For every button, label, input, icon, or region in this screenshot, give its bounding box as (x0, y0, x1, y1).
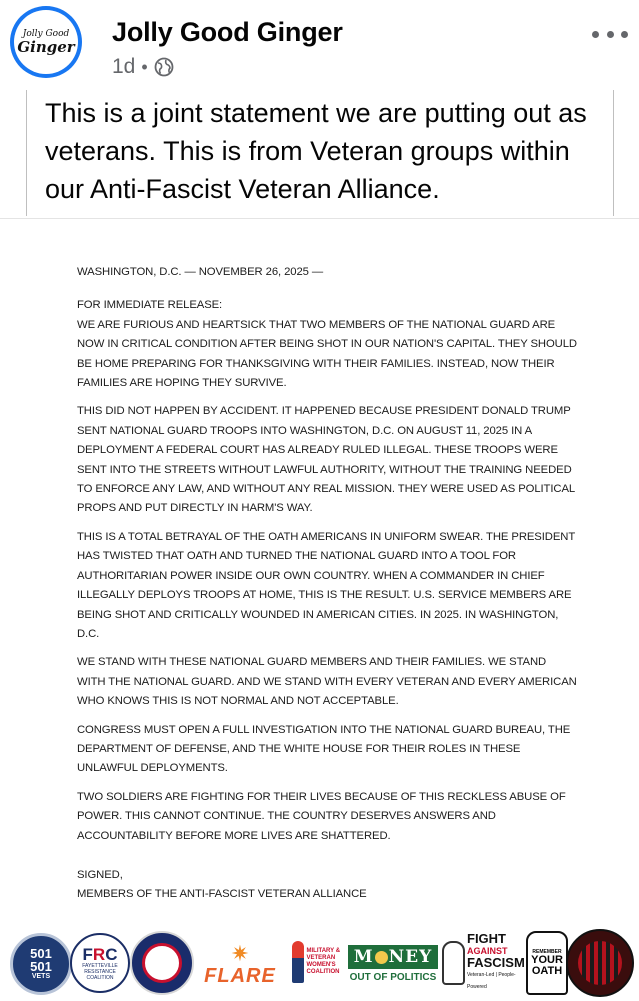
logo-flare-text: FLARE (204, 965, 276, 987)
statement-paragraph: THIS DID NOT HAPPEN BY ACCIDENT. IT HAPPENED BECAUSE PRESIDENT DONALD TRUMP SENT NATIONAL GUARD TROOPS INTO WASHINGTON, D.C. ON AUGUST 11, 2025 IN A DEPLOYMENT A FEDERAL COURT HAS ALREADY RULED ILLEGAL. THESE TROOPS WERE SENT INTO THE STREETS WITHOUT LAWFUL AUTHORITY, WITHOUT THE TRAINING NEEDED TO ENFORCE ANY LAW, AND WITHOUT ANY REAL MISSION. THEY WERE USED AS POLITICAL PROPS AND PUT DIRECTLY IN HARM'S WAY. (77, 405, 575, 515)
more-dot (607, 31, 614, 38)
avatar-logo (14, 10, 78, 74)
logo-501-a: 501 (30, 946, 52, 961)
statement-text (77, 263, 577, 914)
statement-signed-label: SIGNED, (77, 868, 123, 881)
statement-paragraph: FOR IMMEDIATE RELEASE: WE ARE FURIOUS AND HEARTSICK THAT TWO MEMBERS OF THE NATIONAL GUARD ARE NOW IN CRITICAL CONDITION AFTER BEING SHOT IN OUR NATION'S CAPITAL. THEY SHOULD BE HOME PREPARING FOR THANKSGIVING WITH THEIR FAMILIES. INSTEAD, NOW THEIR FAMILIES ARE HOPING THEY SURVIVE. (77, 299, 577, 390)
logo-money-out-of-politics (346, 937, 440, 991)
logo-flare (192, 935, 288, 993)
logo-circle-badge-inner (578, 941, 622, 985)
avatar[interactable] (10, 6, 82, 78)
logo-mvwc-text: MILITARY & VETERAN WOMEN'S COALITION (306, 948, 341, 975)
logo-seal (130, 931, 194, 995)
logo-money-top (348, 945, 438, 969)
statement-paragraph: CONGRESS MUST OPEN A FULL INVESTIGATION INTO THE NATIONAL GUARD BUREAU, THE DEPARTMENT OF DEFENSE, AND THE WHITE HOUSE FOR THEIR ROLES IN THESE UNLAWFUL DEPLOYMENTS. (77, 723, 571, 775)
logo-frc-c: C (105, 944, 118, 964)
torch-icon (292, 941, 304, 983)
logo-frc-letters (83, 946, 118, 963)
logo-strip (6, 927, 634, 997)
logo-seal-inner (142, 943, 182, 983)
more-dot (621, 31, 628, 38)
avatar-text-top: Jolly Good (22, 28, 70, 39)
logo-fight-sub: Veteran-Led | People-Powered (467, 972, 516, 990)
post-header (0, 0, 639, 92)
logo-oath-c: OATH (531, 965, 563, 977)
meta-separator: • (141, 56, 148, 77)
logo-fight-b: AGAINST (467, 946, 508, 956)
statement-paragraph: TWO SOLDIERS ARE FIGHTING FOR THEIR LIVES BECAUSE OF THIS RECKLESS ABUSE OF POWER. THIS CANNOT CONTINUE. THE COUNTRY DESERVES ANSWERS AND ACCOUNTABILITY BEFORE MORE LIVES ARE SHATTERED. (77, 790, 566, 842)
statement-dateline: WASHINGTON, D.C. — NOVEMBER 26, 2025 — (77, 266, 324, 278)
more-dots-icon[interactable] (592, 24, 628, 44)
more-dot (592, 31, 599, 38)
logo-501-c: VETS (31, 973, 51, 980)
logo-frc-r: R (92, 944, 106, 964)
post-time[interactable]: 1d (112, 55, 136, 78)
fist-icon (442, 941, 465, 985)
logo-fight-a: FIGHT (467, 931, 506, 946)
flare-burst-icon: ✷ (230, 941, 250, 966)
logo-circle-badge (566, 929, 634, 997)
avatar-text-main: Ginger (17, 37, 75, 56)
logo-fight-c: FASCISM (467, 955, 525, 970)
logo-mvwc (290, 931, 346, 993)
logo-501-vets (10, 933, 72, 995)
logo-frc-sub: FAYETTEVILLE RESISTANCE COALITION (82, 962, 118, 981)
logo-fight-against-fascism (442, 931, 526, 991)
statement-paragraph: WE STAND WITH THESE NATIONAL GUARD MEMBERS AND THEIR FAMILIES. WE STAND WITH THE NATIONAL GUARD. AND WE STAND WITH EVERY VETERAN AND EVERY AMERICAN WHO KNOWS THIS IS NOT NORMAL AND NOT ACCEPTABLE. (77, 656, 577, 708)
statement-signed-by: MEMBERS OF THE ANTI-FASCIST VETERAN ALLIANCE (77, 888, 367, 901)
post-caption: This is a joint statement we are putting out as veterans. This is from Veteran groups within our Anti-Fascist Veteran Alliance. (45, 98, 587, 204)
logo-money-sub: OUT OF POLITICS (349, 972, 437, 983)
post-meta (112, 55, 174, 79)
coin-icon (375, 951, 388, 964)
logo-money-b: NEY (388, 947, 433, 967)
logo-fight-text (467, 933, 526, 993)
logo-money-a: M (353, 947, 374, 967)
globe-icon[interactable] (154, 57, 174, 77)
statement-paragraph: THIS IS A TOTAL BETRAYAL OF THE OATH AMERICANS IN UNIFORM SWEAR. THE PRESIDENT HAS TWISTED THAT OATH AND TURNED THE NATIONAL GUARD INTO A TOOL FOR AUTHORITARIAN POWER INSIDE OUR OWN COUNTRY. WHEN A COMMANDER IN CHIEF ILLEGALLY DEPLOYS TROOPS AT HOME, THIS IS THE RESULT. U.S. SERVICE MEMBERS ARE BEING SHOT AND CRITICALLY WOUNDED IN AMERICAN CITIES. IN 2025. IN WASHINGTON, D.C. (77, 530, 575, 640)
logo-501-b: 501 (30, 959, 52, 974)
logo-frc-f: F (82, 944, 93, 964)
logo-oath-b: YOUR (531, 954, 563, 966)
logo-frc (70, 933, 130, 993)
logo-remember-your-oath (526, 931, 568, 995)
caption-container (26, 90, 614, 216)
page-name-link[interactable]: Jolly Good Ginger (112, 17, 343, 47)
logo-oath-a: REMEMBER (532, 949, 562, 955)
statement-image[interactable] (0, 218, 639, 1001)
